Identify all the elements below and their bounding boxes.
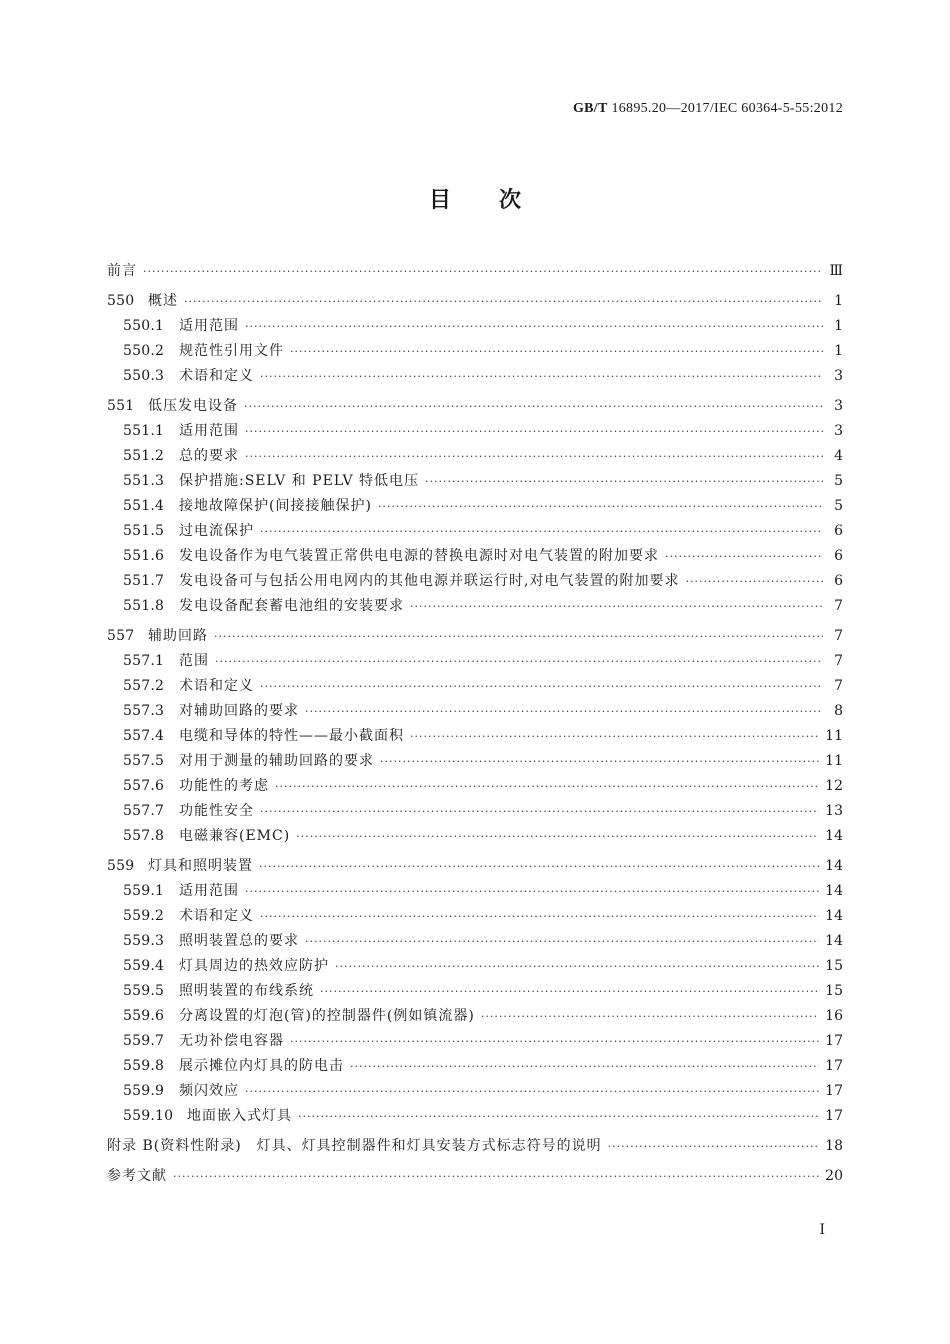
toc-entry-label: 发电设备可与包括公用电网内的其他电源并联运行时,对电气装置的附加要求 [179, 573, 680, 589]
toc-entry-page: 1 [834, 293, 843, 309]
toc-entry-number: 551.8 [123, 598, 165, 614]
toc-entry-number: 559.2 [123, 908, 165, 924]
toc-dot-leader [184, 289, 823, 314]
toc-entry-number: 551.2 [123, 448, 165, 464]
toc-entry-label: 照明装置的布线系统 [179, 983, 314, 999]
toc-entry-page: 4 [834, 448, 843, 464]
toc-entry[interactable] [107, 339, 843, 364]
toc-entry-page: 17 [825, 1108, 843, 1124]
toc-entry-number: 550.1 [123, 318, 165, 334]
toc-dot-leader [608, 1134, 820, 1159]
toc-entry-label: 功能性安全 [179, 803, 254, 819]
toc-entry-label: 适用范围 [179, 883, 239, 899]
toc-dot-leader [335, 954, 819, 979]
toc-entry[interactable] [107, 519, 843, 544]
toc-entry-number: 551.3 [123, 473, 165, 489]
toc-entry-page: 20 [825, 1168, 843, 1184]
toc-entry-page: 8 [834, 703, 843, 719]
toc-entry[interactable] [107, 364, 843, 389]
toc-entry-page: 15 [825, 983, 843, 999]
toc-entry-number: 559.3 [123, 933, 165, 949]
toc-entry[interactable] [107, 649, 843, 674]
toc-dot-leader [380, 749, 819, 774]
toc-entry[interactable] [107, 824, 843, 849]
toc-dot-leader [298, 1104, 819, 1129]
toc-entry-page: 15 [825, 958, 843, 974]
toc-entry-label: 地面嵌入式灯具 [187, 1108, 292, 1124]
toc-entry-number: 551.6 [123, 548, 165, 564]
toc-entry-page: 5 [834, 498, 843, 514]
standard-code [573, 101, 843, 117]
toc-entry-label: 参考文献 [107, 1168, 167, 1184]
toc-entry[interactable] [107, 1054, 843, 1079]
toc-entry-page: 11 [825, 728, 843, 744]
toc-entry-number: 559.7 [123, 1033, 165, 1049]
toc-dot-leader [245, 1079, 819, 1104]
toc-entry-label: 前言 [107, 263, 137, 279]
toc-entry-page: 14 [825, 858, 843, 874]
toc-dot-leader [350, 1054, 819, 1079]
toc-entry-number: 559.10 [123, 1108, 174, 1124]
standard-code-prefix: GB/T [572, 101, 608, 116]
toc-entry-label: 范围 [179, 653, 209, 669]
toc-entry[interactable] [107, 979, 843, 1004]
toc-entry-label: 规范性引用文件 [179, 343, 284, 359]
toc-entry-label: 无功补偿电容器 [179, 1033, 284, 1049]
toc-entry-number: 557 [107, 628, 135, 644]
toc-entry[interactable] [107, 419, 843, 444]
toc-entry-number: 559.4 [123, 958, 165, 974]
toc-dot-leader [425, 469, 823, 494]
toc-entry[interactable] [107, 854, 843, 879]
toc-entry-page: 6 [834, 573, 843, 589]
toc-entry[interactable] [107, 394, 843, 419]
toc-entry-number: 551.5 [123, 523, 165, 539]
toc-entry-page: 11 [825, 753, 843, 769]
standard-code-number: 16895.20—2017/IEC 60364-5-55:2012 [611, 101, 843, 116]
toc-entry[interactable] [107, 1004, 843, 1029]
toc-entry-page: 17 [825, 1083, 843, 1099]
toc-entry[interactable] [107, 544, 843, 569]
toc-entry-label: 展示摊位内灯具的防电击 [179, 1058, 344, 1074]
toc-entry-label: 分离设置的灯泡(管)的控制器件(例如镇流器) [179, 1008, 475, 1024]
toc-dot-leader [244, 394, 823, 419]
toc-entry-number: 550.3 [123, 368, 165, 384]
toc-entry-page: 13 [825, 803, 843, 819]
toc-entry[interactable] [107, 929, 843, 954]
toc-dot-leader [296, 824, 819, 849]
toc-entry-page: 12 [825, 778, 843, 794]
toc-entry-number: 551.7 [123, 573, 165, 589]
toc-entry[interactable] [107, 1079, 843, 1104]
toc-entry[interactable] [107, 469, 843, 494]
toc-entry-number: 550 [107, 293, 135, 309]
toc-dot-leader [173, 1164, 819, 1189]
toc-entry-number: 557.3 [123, 703, 165, 719]
toc-entry-page: 5 [834, 473, 843, 489]
toc-entry[interactable] [107, 904, 843, 929]
toc-dot-leader [481, 1004, 819, 1029]
toc-entry-page: 7 [834, 653, 843, 669]
toc-entry-label: 过电流保护 [179, 523, 254, 539]
toc-dot-leader [378, 494, 823, 519]
toc-entry-number: 557.6 [123, 778, 165, 794]
toc-entry-number: 551.4 [123, 498, 165, 514]
footer-page-number: I [819, 1222, 825, 1238]
toc-dot-leader [410, 594, 823, 619]
toc-entry[interactable] [107, 569, 843, 594]
toc-entry[interactable] [107, 699, 843, 724]
toc-entry-label: 总的要求 [179, 448, 239, 464]
toc-entry[interactable] [107, 289, 843, 314]
toc-entry-page: 3 [834, 368, 843, 384]
toc-entry-page: 17 [825, 1058, 843, 1074]
toc-entry[interactable] [107, 624, 843, 649]
toc-entry[interactable] [107, 774, 843, 799]
toc-entry-page: 18 [825, 1138, 843, 1154]
toc-dot-leader [214, 624, 823, 649]
toc-entry[interactable] [107, 879, 843, 904]
toc-entry-label: 功能性的考虑 [179, 778, 269, 794]
toc-entry-page: 7 [834, 678, 843, 694]
toc-entry-page: 16 [825, 1008, 843, 1024]
toc-entry-label: 适用范围 [179, 318, 239, 334]
toc-entry[interactable] [107, 674, 843, 699]
toc-dot-leader [143, 259, 823, 284]
toc-dot-leader [410, 724, 819, 749]
toc-entry-label: 适用范围 [179, 423, 239, 439]
toc-dot-leader [260, 519, 823, 544]
toc-dot-leader [305, 699, 823, 724]
toc-dot-leader [275, 774, 819, 799]
toc-entry-number: 559 [107, 858, 135, 874]
toc-entry[interactable] [107, 314, 843, 339]
toc-entry-page: 6 [834, 548, 843, 564]
page-title: 目次 [428, 187, 569, 213]
toc-entry-label: 照明装置总的要求 [179, 933, 299, 949]
toc-dot-leader [245, 314, 823, 339]
toc-entry-number: 551 [107, 398, 135, 414]
toc-entry-page: 7 [834, 598, 843, 614]
toc-entry-number: 557.4 [123, 728, 165, 744]
toc-entry-page: 1 [834, 318, 843, 334]
toc-entry-page: 17 [825, 1033, 843, 1049]
toc-entry[interactable] [107, 954, 843, 979]
table-of-contents [107, 259, 843, 1189]
toc-entry-number: 559.1 [123, 883, 165, 899]
toc-entry-label: 接地故障保护(间接接触保护) [179, 498, 372, 514]
toc-entry-page: 3 [834, 398, 843, 414]
toc-entry-number: 557.5 [123, 753, 165, 769]
toc-entry-number: 557.7 [123, 803, 165, 819]
toc-entry-number: 559.5 [123, 983, 165, 999]
toc-entry-label: 术语和定义 [179, 678, 254, 694]
toc-entry-number: 559.9 [123, 1083, 165, 1099]
toc-dot-leader [290, 1029, 819, 1054]
toc-entry-page: Ⅲ [829, 263, 843, 279]
toc-entry-label: 保护措施:SELV 和 PELV 特低电压 [179, 473, 420, 489]
toc-entry-label: 辅助回路 [148, 628, 208, 644]
toc-entry-number: 557.2 [123, 678, 165, 694]
toc-entry-label: 电缆和导体的特性——最小截面积 [179, 728, 404, 744]
toc-entry-label: 术语和定义 [179, 368, 254, 384]
toc-dot-leader [290, 339, 823, 364]
toc-entry-label: 概述 [148, 293, 178, 309]
toc-entry[interactable] [107, 444, 843, 469]
toc-entry-label: 附录 B(资料性附录) 灯具、灯具控制器件和灯具安装方式标志符号的说明 [107, 1138, 602, 1154]
toc-entry-number: 557.8 [123, 828, 165, 844]
toc-dot-leader [260, 364, 823, 389]
toc-dot-leader [259, 854, 819, 879]
toc-entry-label: 低压发电设备 [148, 398, 238, 414]
toc-dot-leader [665, 544, 823, 569]
toc-dot-leader [260, 674, 823, 699]
toc-dot-leader [245, 419, 823, 444]
toc-entry-label: 灯具和照明装置 [148, 858, 253, 874]
toc-entry-number: 559.6 [123, 1008, 165, 1024]
toc-entry-label: 灯具周边的热效应防护 [179, 958, 329, 974]
toc-dot-leader [685, 569, 823, 594]
toc-entry-label: 对用于测量的辅助回路的要求 [179, 753, 374, 769]
toc-dot-leader [260, 799, 819, 824]
toc-entry-number: 559.8 [123, 1058, 165, 1074]
toc-entry[interactable] [107, 1029, 843, 1054]
toc-entry-label: 电磁兼容(EMC) [179, 828, 291, 844]
toc-entry-page: 6 [834, 523, 843, 539]
toc-entry[interactable] [107, 494, 843, 519]
toc-entry-page: 1 [834, 343, 843, 359]
toc-entry-page: 14 [825, 908, 843, 924]
toc-entry[interactable] [107, 724, 843, 749]
toc-entry-number: 557.1 [123, 653, 165, 669]
toc-dot-leader [245, 879, 819, 904]
toc-entry[interactable] [107, 1134, 843, 1159]
toc-entry[interactable] [107, 749, 843, 774]
toc-entry-label: 发电设备作为电气装置正常供电电源的替换电源时对电气装置的附加要求 [179, 548, 659, 564]
toc-dot-leader [260, 904, 819, 929]
toc-entry[interactable] [107, 1104, 843, 1129]
toc-entry-label: 频闪效应 [179, 1083, 239, 1099]
toc-entry[interactable] [107, 799, 843, 824]
toc-dot-leader [245, 444, 823, 469]
toc-entry-page: 7 [834, 628, 843, 644]
toc-entry-page: 14 [825, 828, 843, 844]
toc-entry-label: 术语和定义 [179, 908, 254, 924]
toc-dot-leader [320, 979, 819, 1004]
toc-dot-leader [305, 929, 819, 954]
toc-dot-leader [215, 649, 823, 674]
toc-entry-number: 550.2 [123, 343, 165, 359]
toc-entry-page: 14 [825, 933, 843, 949]
toc-entry[interactable] [107, 259, 843, 284]
toc-entry-number: 551.1 [123, 423, 165, 439]
toc-entry-page: 14 [825, 883, 843, 899]
toc-entry-label: 对辅助回路的要求 [179, 703, 299, 719]
toc-entry[interactable] [107, 1164, 843, 1189]
toc-entry-label: 发电设备配套蓄电池组的安装要求 [179, 598, 404, 614]
toc-entry-page: 3 [834, 423, 843, 439]
toc-entry[interactable] [107, 594, 843, 619]
